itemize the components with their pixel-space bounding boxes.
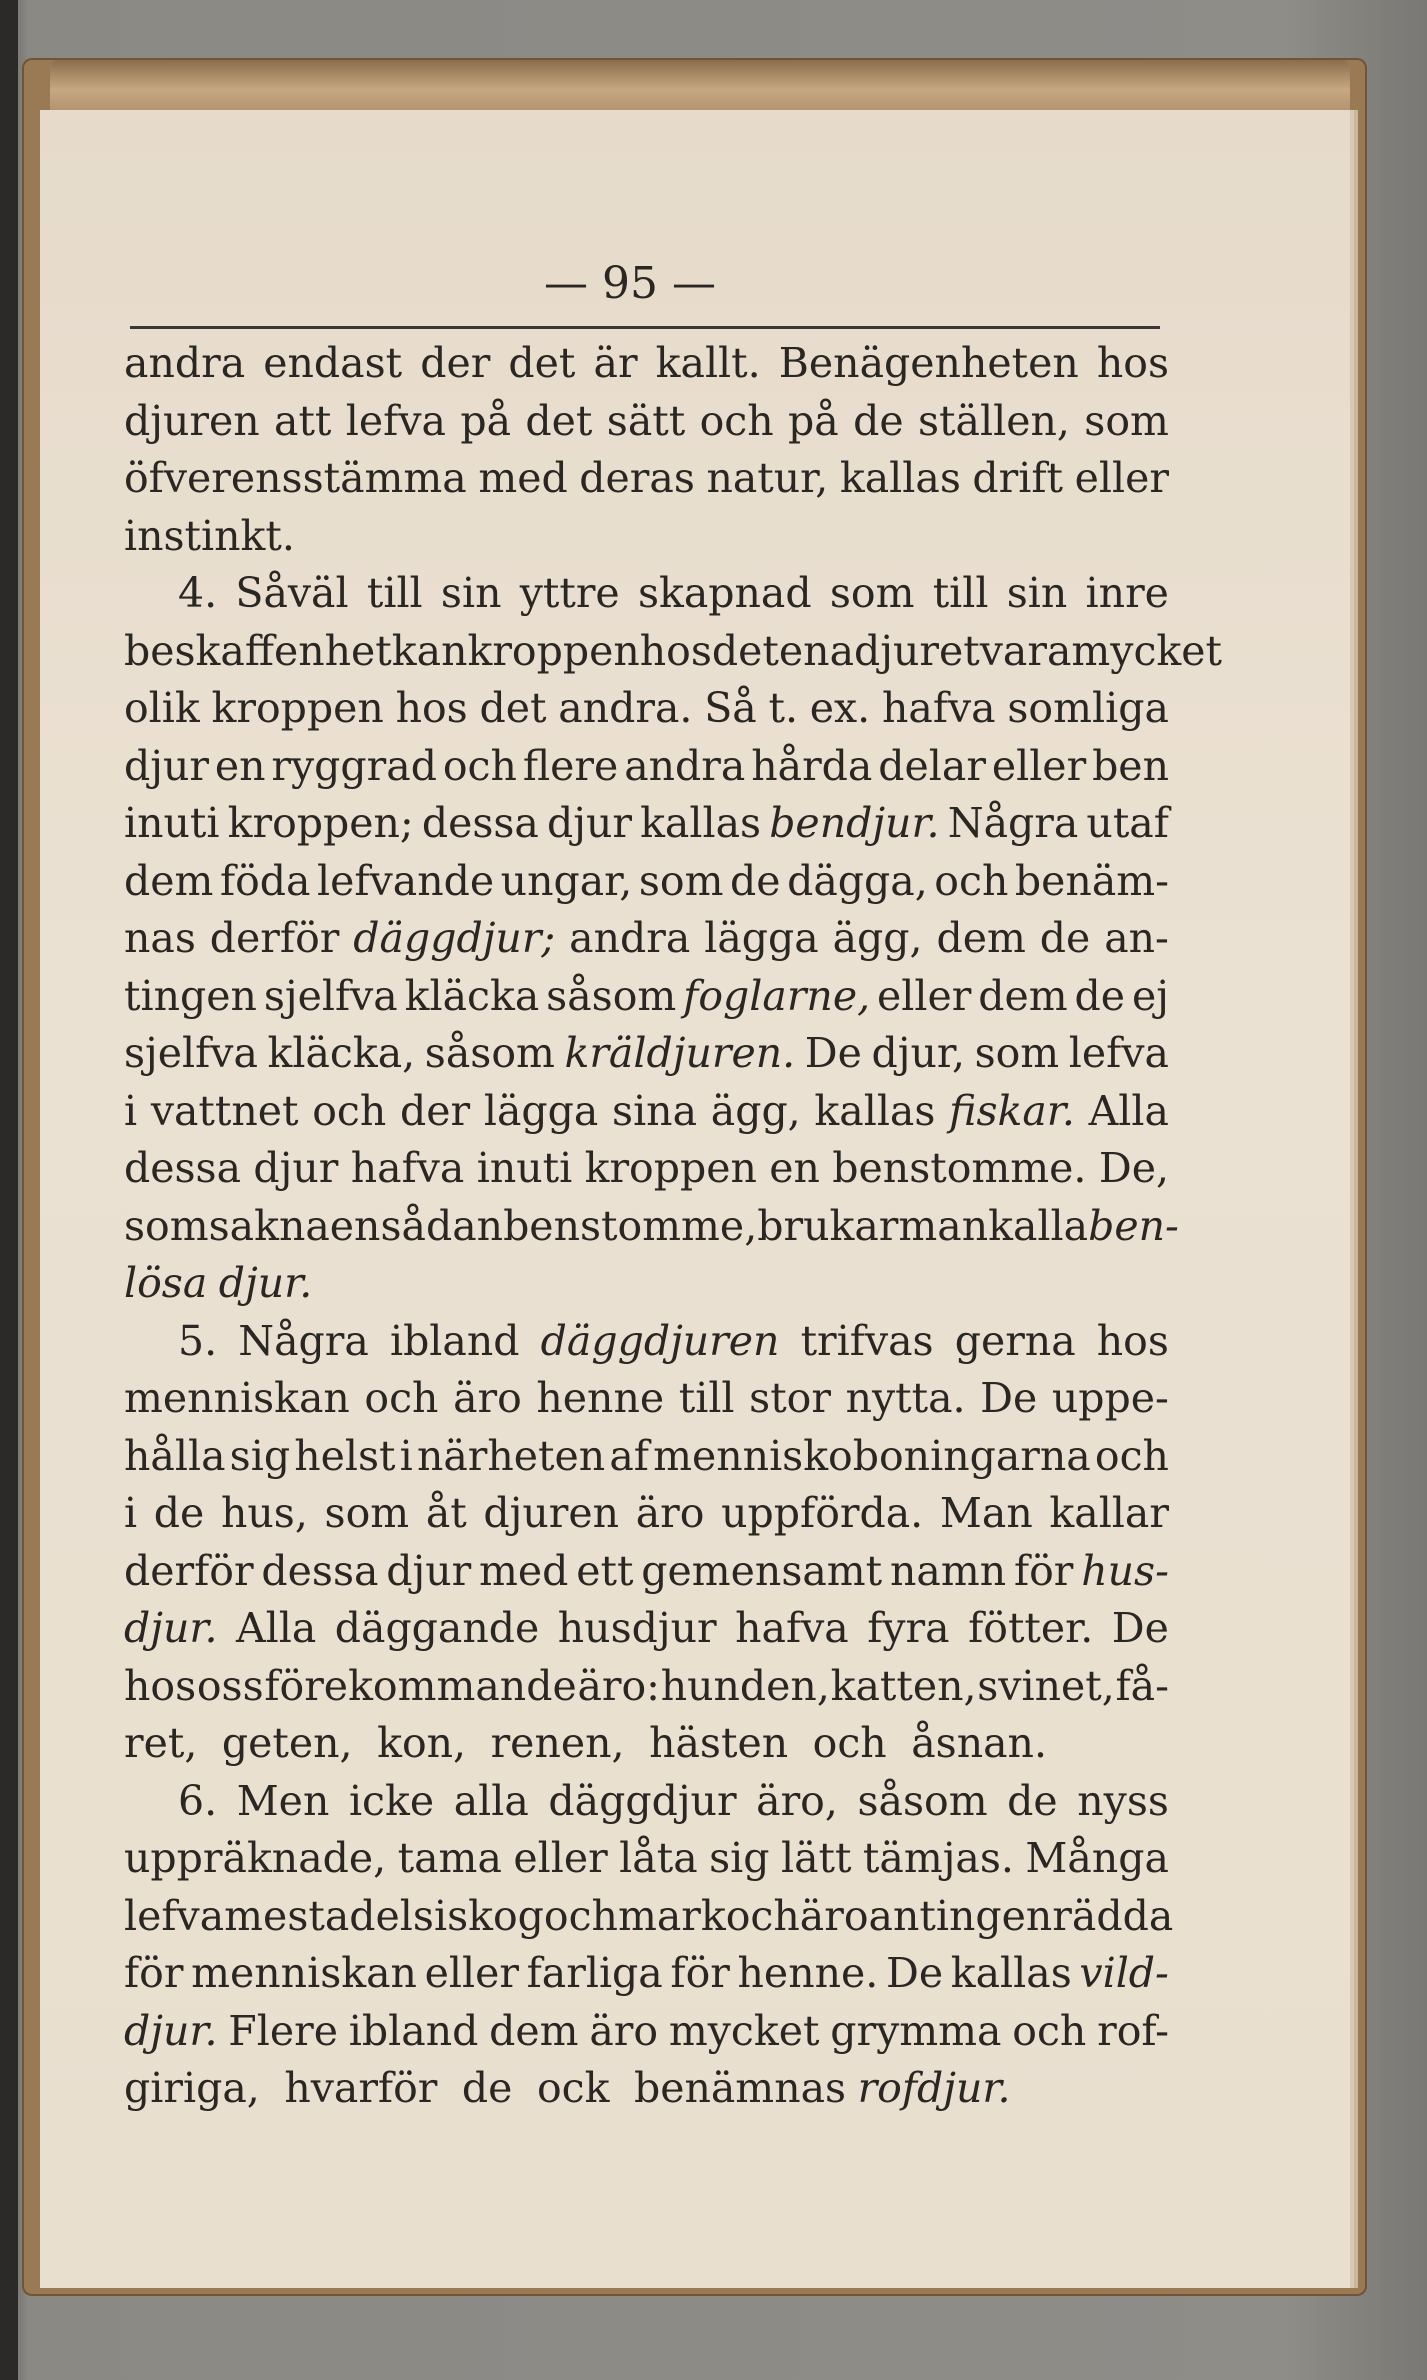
text-line: djur. Alla däggande husdjur hafva fyra fötter. De xyxy=(124,1604,1169,1652)
text-line: uppräknade, tama eller låta sig lätt tämjas. Många xyxy=(124,1834,1169,1882)
body-text xyxy=(124,335,1222,2118)
text-line: andra endast der det är kallt. Benägenheten hos xyxy=(124,339,1169,387)
text-line: ret, geten, kon, renen, hästen och åsnan. xyxy=(124,1719,1047,1767)
page-number: — 95 — xyxy=(544,258,716,309)
text-line: djur en ryggrad och flere andra hårda delar eller ben xyxy=(124,741,1169,790)
text-line: som sakna en sådan benstomme, brukar man kalla ben- xyxy=(124,1201,1179,1250)
text-line: derför dessa djur med ett gemensamt namn för hus- xyxy=(124,1546,1169,1595)
text-line: giriga, hvarför de ock benämnas rofdjur. xyxy=(124,2064,1011,2112)
text-line: olik kroppen hos det andra. Så t. ex. hafva somliga xyxy=(124,684,1169,732)
header-rule xyxy=(130,326,1160,329)
book-top-edge xyxy=(50,60,1350,110)
text-line: 4. Såväl till sin yttre skapnad som till sin inre xyxy=(178,569,1169,617)
text-line: 5. Några ibland däggdjuren trifvas gerna hos xyxy=(178,1316,1169,1365)
text-line: i vattnet och der lägga sina ägg, kallas fiskar. Alla xyxy=(124,1086,1169,1135)
text-line: för menniskan eller farliga för henne. De kallas vild- xyxy=(124,1949,1169,1997)
text-line: öfverensstämma med deras natur, kallas drift eller xyxy=(124,454,1169,502)
text-line: dessa djur hafva inuti kroppen en benstomme. De, xyxy=(124,1144,1169,1192)
text-line: lösa djur. xyxy=(124,1259,313,1307)
text-line: menniskan och äro henne till stor nytta. De uppe- xyxy=(124,1374,1169,1422)
text-line: inuti kroppen; dessa djur kallas bendjur. Några utaf xyxy=(124,799,1169,847)
text-line: dem föda lefvande ungar, som de dägga, och benäm- xyxy=(124,856,1169,905)
text-line: sjelfva kläcka, såsom kräldjuren. De djur, som lefva xyxy=(124,1029,1169,1077)
text-line: hålla sig helst i närheten af menniskoboningarna och xyxy=(124,1431,1169,1480)
text-line: lefva mestadels i skog och mark och äro antingen rädda xyxy=(124,1891,1174,1940)
scan-left-edge xyxy=(0,0,18,2380)
text-line: djur. Flere ibland dem äro mycket grymma och rof- xyxy=(124,2006,1169,2055)
text-line: tingen sjelfva kläcka såsom foglarne, eller dem de ej xyxy=(124,971,1169,1020)
text-line: i de hus, som åt djuren äro uppförda. Man kallar xyxy=(124,1489,1169,1537)
text-line: instinkt. xyxy=(124,511,295,560)
text-line: djuren att lefva på det sätt och på de ställen, som xyxy=(124,396,1169,445)
text-line: nas derför däggdjur; andra lägga ägg, dem de an- xyxy=(124,914,1169,962)
text-line: 6. Men icke alla däggdjur äro, såsom de nyss xyxy=(178,1776,1169,1825)
text-line: hos oss förekommande äro: hunden, katten, svinet, få- xyxy=(124,1661,1169,1710)
text-line: beskaffenhet kan kroppen hos det ena djuret vara mycket xyxy=(124,626,1222,675)
